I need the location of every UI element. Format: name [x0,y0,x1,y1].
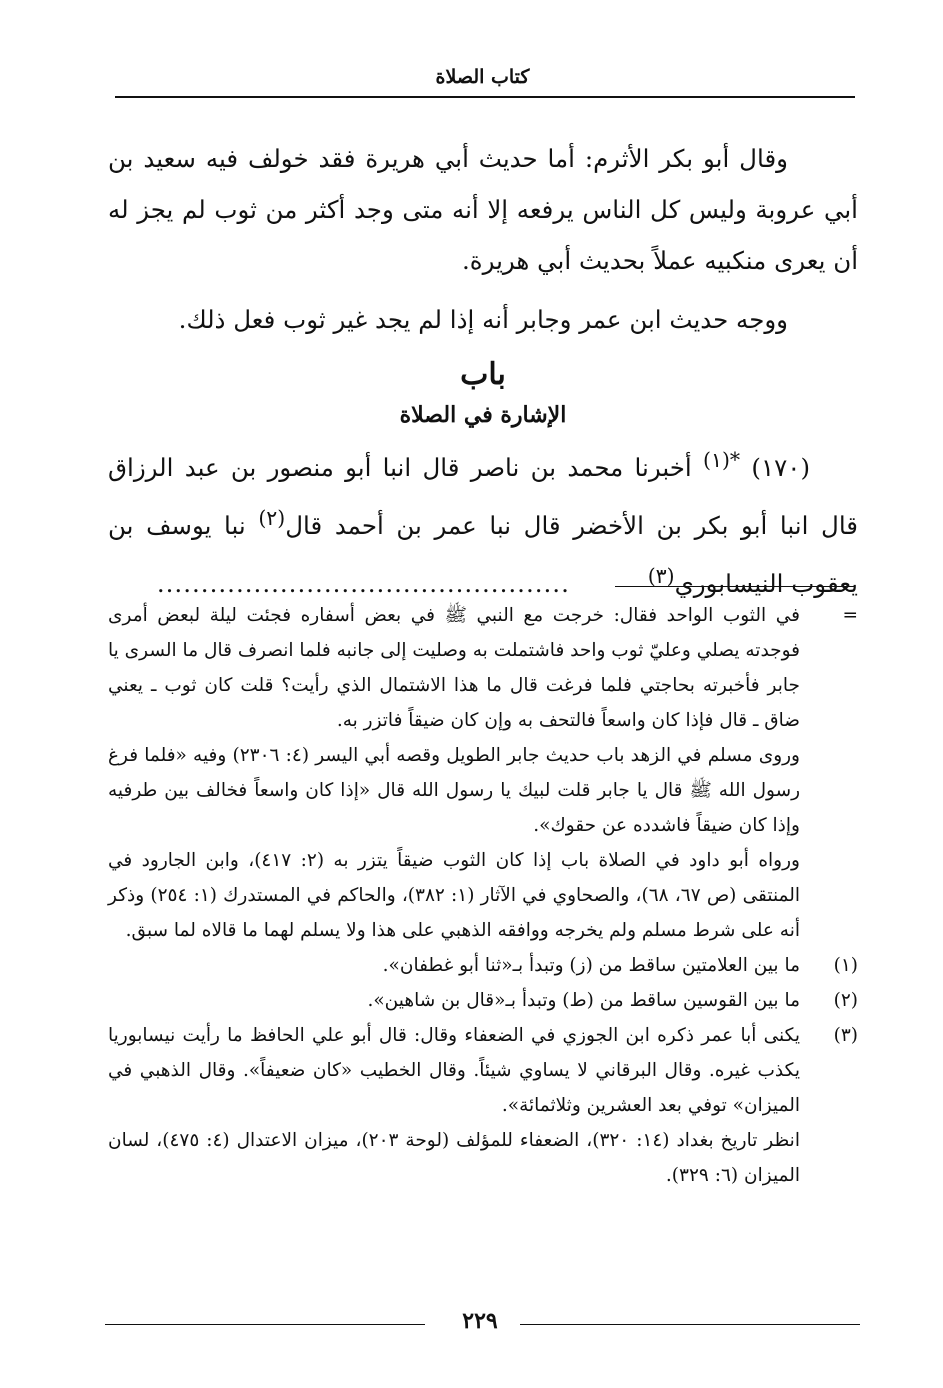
header-rule [115,96,855,98]
footnote-mark: (٢) [833,990,858,1011]
footnote-mark: (١) [833,955,858,976]
footnote-text: يكنى أبا عمر ذكره ابن الجوزي في الضعفاء وقال: قال أبو علي الحافظ ما رأيت نيسابوريا يكذب غيره. وقال البرقاني لا يساوي شيئاً. وقال الخطيب «كان ضعيفاً». وقال الذهبي في الميزان» توفي بعد العشرين وثلاثمائة». [108,1025,800,1116]
footnote-separator [615,586,855,587]
hadith-number: (١٧٠) [751,453,810,483]
hadith-isnad-part-1: أخبرنا محمد بن ناصر قال انبا أبو منصور بن عبد الرزاق قال انبا أبو بكر بن الأخضر قال نبا عمر بن أحمد قال [108,453,858,541]
chapter-subtitle: الإشارة في الصلاة [399,402,567,428]
footer-rule-left [105,1324,425,1325]
footnote-2 [108,983,858,1018]
chapter-heading: باب [460,357,506,392]
footnote-continuation [108,598,858,738]
footnote-1 [108,948,858,983]
footnote-abudawud-paragraph: ورواه أبو داود في الصلاة باب إذا كان الثوب ضيقاً يتزر به (٢: ٤١٧)، وابن الجارود في المنتقى (ص ٦٧، ٦٨)، والصحاوي في الآثار (١: ٣٨٢)، والحاكم في المستدرك (١: ٢٥٤) وذكر أنه على شرط مسلم ولم يخرجه ووافقه الذهبي على هذا ولا يسلم لهما ما قالاه لما سبق. [108,850,800,941]
running-header-title: كتاب الصلاة [435,66,530,88]
continuation-dots: ............................................... [156,569,570,599]
hadith-isnad-part-2: نبا يوسف بن يعقوب النيسابوري [108,511,858,599]
footnote-3 [108,1018,858,1123]
footnote-text: ما بين العلامتين ساقط من (ز) وتبدأ بـ«ثنا أبو غطفان». [382,955,800,976]
footnote-muslim-paragraph: وروى مسلم في الزهد باب حديث جابر الطويل وقصه أبي اليسر (٤: ٢٣٠٦) وفيه «فلما فرغ رسول الله ﷺ قال يا جابر قلت لبيك يا رسول الله قال «إذا كان واسعاً فخالف بين طرفيه وإذا كان ضيقاً فاشدده عن حقوك». [108,745,800,836]
page-footer [100,1306,860,1336]
paragraph-athram: وقال أبو بكر الأثرم: أما حديث أبي هريرة فقد خولف فيه سعيد بن أبي عروبة وليس كل الناس يرفعه إلا أنه متى وجد أكثر من ثوب لم يجز له أن يعرى منكبيه عملاً بحديث أبي هريرة. [108,144,858,275]
hadith-footnote-marker-3: (٣) [647,564,675,589]
main-text [108,133,858,609]
footnote-mark: (٣) [833,1025,858,1046]
hadith-footnote-marker-2: (٢) [258,506,286,531]
footnote-continuation-mark: = [842,605,858,626]
footnote-references: انظر تاريخ بغداد (١٤: ٣٢٠)، الضعفاء للمؤلف (لوحة ٢٠٣)، ميزان الاعتدال (٤: ٤٧٥)، لسان الميزان (٦: ٣٢٩). [108,1130,800,1186]
footnote-text: ما بين القوسين ساقط من (ط) وتبدأ بـ«قال بن شاهين». [367,990,800,1011]
page-number: ٢٢٩ [462,1308,498,1334]
hadith-170 [108,435,858,609]
hadith-footnote-marker-1: *(١) [703,448,741,472]
footnotes-section [108,598,858,1193]
footnote-continuation-text: في الثوب الواحد فقال: خرجت مع النبي ﷺ في بعض أسفاره فجئت ليلة لبعض أمرى فوجدته يصلي وعليّ ثوب واحد فاشتملت به وصليت إلى جانبه فلما انصرف قال ما السرى يا جابر فأخبرته بحاجتي فلما فرغت قال ما هذا الاشتمال الذي رأيت؟ قلت كان ثوب ـ يعني ضاق ـ قال فإذا كان واسعاً فالتحف به وإن كان ضيقاً فاتزر به. [108,605,800,731]
paragraph-ibn-umar: ووجه حديث ابن عمر وجابر أنه إذا لم يجد غير ثوب فعل ذلك. [178,305,788,334]
